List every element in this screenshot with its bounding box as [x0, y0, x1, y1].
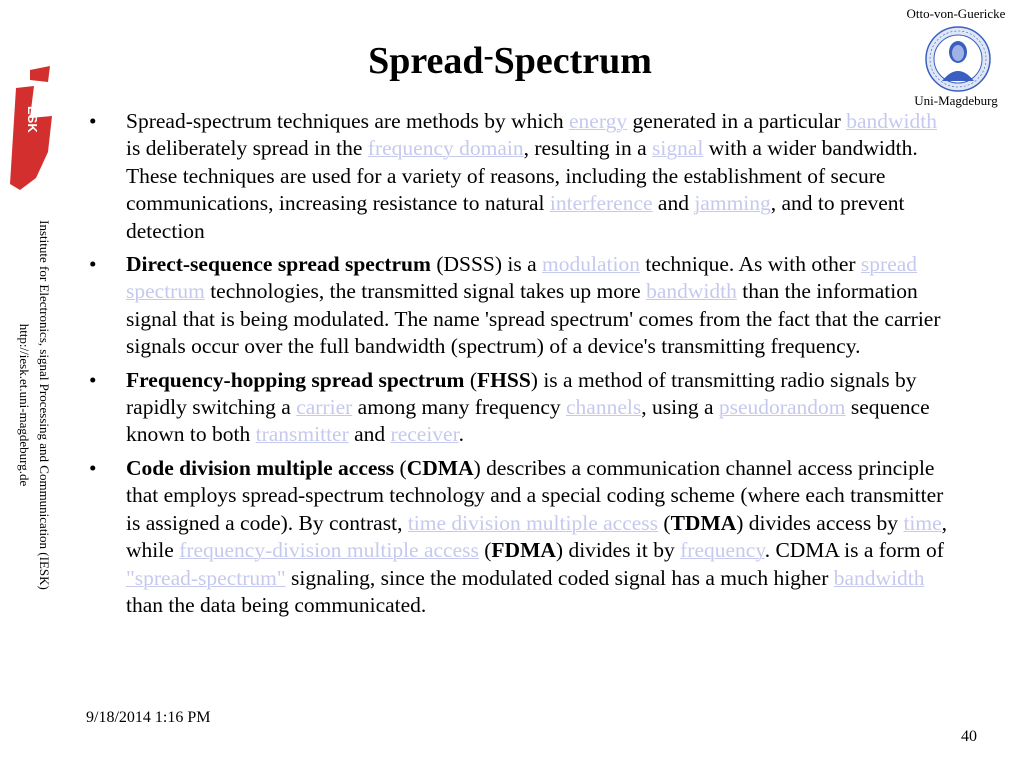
side-caption: [8, 195, 54, 615]
hyperlink[interactable]: frequency domain: [367, 136, 524, 161]
bold-term: Code division multiple access: [126, 455, 395, 480]
hyperlink[interactable]: receiver: [390, 422, 459, 447]
title-part2: Spectrum: [493, 40, 652, 82]
text-run: ) divides it by: [555, 538, 681, 563]
hyperlink[interactable]: channels: [566, 395, 642, 420]
text-run: (: [658, 510, 671, 535]
title-separator: -: [483, 39, 494, 72]
text-run: and: [652, 191, 695, 216]
text-run: technique. As with other: [639, 252, 861, 277]
text-run: (: [394, 455, 407, 480]
page-number: 40: [961, 728, 977, 745]
text-run: generated in a particular: [627, 109, 847, 133]
hyperlink[interactable]: bandwidth: [646, 279, 737, 304]
hyperlink[interactable]: carrier: [296, 395, 353, 420]
text-run: , and to prevent detection: [126, 191, 905, 243]
text-run: ) is a method of transmitting radio signals by rapidly switching a: [126, 367, 917, 420]
hyperlink[interactable]: spread spectrum: [126, 252, 918, 304]
hyperlink[interactable]: frequency-division multiple access: [179, 538, 479, 563]
bold-term: Frequency-hopping spread spectrum: [126, 367, 465, 392]
text-run: , resulting in a: [523, 136, 652, 161]
hyperlink[interactable]: time division multiple access: [407, 510, 659, 535]
hyperlink[interactable]: "spread-spectrum": [126, 565, 286, 590]
text-run: is deliberately spread in the: [126, 136, 368, 161]
slide-title: [310, 38, 710, 87]
bullet-item: [86, 251, 956, 361]
hyperlink[interactable]: interference: [549, 191, 653, 216]
hyperlink[interactable]: energy: [569, 109, 628, 133]
title-part1: Spread: [368, 40, 484, 82]
text-run: (: [478, 538, 492, 563]
hyperlink[interactable]: bandwidth: [833, 565, 925, 590]
hyperlink[interactable]: pseudorandom: [718, 395, 846, 420]
bullet-list: [86, 108, 956, 625]
bold-term: TDMA: [670, 510, 737, 535]
hyperlink[interactable]: bandwidth: [846, 109, 937, 133]
logo-text: ESK: [25, 106, 40, 133]
text-run: than the data being communicated.: [126, 592, 427, 617]
slide-date: 9/18/2014 1:16 PM: [86, 709, 211, 726]
text-run: among many frequency: [352, 395, 567, 420]
hyperlink[interactable]: signal: [652, 136, 704, 161]
text-run: , while: [126, 510, 948, 563]
hyperlink[interactable]: time: [903, 510, 942, 535]
text-run: . CDMA is a form of: [764, 538, 944, 563]
hyperlink[interactable]: jamming: [694, 191, 771, 216]
hyperlink[interactable]: transmitter: [255, 422, 349, 447]
text-run: and: [348, 422, 391, 447]
institute-url[interactable]: http://iesk.et.uni-magdeburg.de: [17, 323, 32, 487]
text-run: , using a: [641, 395, 719, 420]
university-name-top: Otto-von-Guericke: [906, 6, 1006, 21]
text-run: signaling, since the modulated coded signal has a much higher: [285, 565, 834, 590]
bold-term: FDMA: [491, 538, 556, 563]
bold-term: CDMA: [406, 455, 474, 480]
bullet-item: [86, 367, 956, 449]
text-run: with a wider bandwidth. These techniques are used for a variety of reasons, including the establishment of secure communications, increasing resistance to natural: [126, 136, 918, 216]
bold-term: FHSS: [477, 367, 531, 392]
bullet-item: [86, 455, 956, 619]
university-seal-icon: [925, 25, 991, 93]
text-run: (DSSS) is a: [430, 252, 543, 277]
hyperlink[interactable]: frequency: [680, 538, 765, 563]
text-run: than the information signal that is being modulated. The name 'spread spectrum' comes from the fact that the carrier signals occur over the full bandwidth (spectrum) of a device's transmitting frequency.: [126, 279, 941, 359]
hyperlink[interactable]: modulation: [542, 252, 640, 277]
iesk-logo-icon: [8, 66, 54, 191]
text-run: ) divides access by: [736, 510, 904, 535]
bullet-item: [86, 108, 956, 245]
university-name-bottom: Uni-Magdeburg: [914, 93, 998, 108]
text-run: .: [458, 422, 464, 447]
bold-term: Direct-sequence spread spectrum: [126, 252, 431, 277]
text-run: technologies, the transmitted signal takes up more: [204, 279, 647, 304]
text-run: Spread-spectrum techniques are methods by which: [126, 109, 570, 133]
text-run: ) describes a communication channel access principle that employs spread-spectrum technology and a special coding scheme (where each transmitter is assigned a code). By contrast,: [126, 455, 944, 535]
text-run: sequence known to both: [126, 395, 930, 447]
text-run: (: [464, 367, 478, 392]
institute-name: Institute for Electronics, signal Processing and Communication (IESK): [37, 220, 52, 590]
